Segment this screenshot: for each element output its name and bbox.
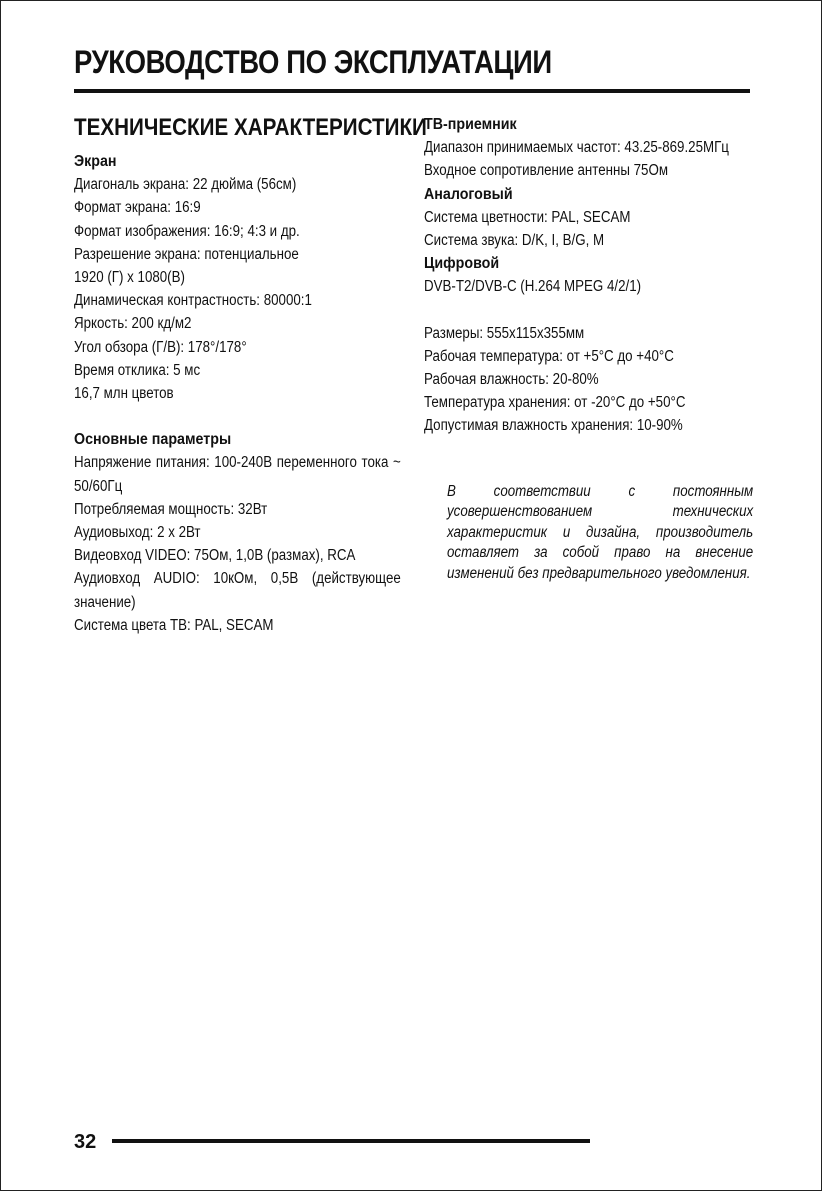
spec-line: Видеовход VIDEO: 75Ом, 1,0В (размах), RCA	[74, 547, 356, 565]
spec-line: DVB-T2/DVB-C (H.264 MPEG 4/2/1)	[424, 278, 642, 296]
spec-line: Диагональ экрана: 22 дюйма (56см)	[74, 176, 297, 194]
page-title: РУКОВОДСТВО ПО ЭКСПЛУАТАЦИИ	[74, 44, 552, 80]
tv-receiver-heading: ТВ-приемник	[424, 116, 517, 133]
spec-line: Система цвета ТВ: PAL, SECAM	[74, 616, 274, 634]
title-rule	[74, 89, 750, 93]
spec-line: Рабочая влажность: 20-80%	[424, 371, 599, 389]
spec-line: Диапазон принимаемых частот: 43.25-869.25МГц	[424, 139, 729, 157]
spec-line: Допустимая влажность хранения: 10-90%	[424, 417, 683, 435]
spec-line: Размеры: 555х115х355мм	[424, 324, 585, 342]
spec-line: Температура хранения: от -20°С до +50°С	[424, 394, 686, 412]
spec-line: Время отклика: 5 мс	[74, 361, 201, 379]
footer-rule	[112, 1139, 590, 1143]
spec-line: 16,7 млн цветов	[74, 385, 174, 403]
left-column	[74, 113, 427, 637]
spec-line: Рабочая температура: от +5°С до +40°С	[424, 347, 674, 365]
spec-line: Потребляемая мощность: 32Вт	[74, 500, 268, 518]
notice-text: В соответствии с постоянным усовершенствованием технических характеристик и дизайна, производитель оставляет за собой право на внесение изменений без предварительного уведомления.	[447, 482, 754, 582]
spec-line: 1920 (Г) х 1080(В)	[74, 269, 185, 287]
spec-line: Формат экрана: 16:9	[74, 199, 201, 217]
spec-line: Напряжение питания: 100-240В переменного тока ~ 50/60Гц	[74, 454, 401, 495]
right-column	[424, 113, 754, 584]
spec-line: Динамическая контрастность: 80000:1	[74, 292, 312, 310]
main-params-heading: Основные параметры	[74, 431, 232, 449]
spec-line: Угол обзора (Г/В): 178°/178°	[74, 338, 247, 356]
spec-line: Формат изображения: 16:9; 4:3 и др.	[74, 222, 300, 240]
spec-line: Входное сопротивление антенны 75Ом	[424, 162, 668, 180]
spec-line: Разрешение экрана: потенциальное	[74, 245, 299, 263]
digital-heading: Цифровой	[424, 255, 500, 273]
section-title: ТЕХНИЧЕСКИЕ ХАРАКТЕРИСТИКИ	[74, 114, 427, 141]
spec-line: Система цветности: PAL, SECAM	[424, 208, 631, 226]
spec-line: Аудиовыход: 2 х 2Вт	[74, 524, 201, 542]
analog-heading: Аналоговый	[424, 185, 513, 203]
spec-line: Яркость: 200 кд/м2	[74, 315, 192, 333]
spec-line: Аудиовход AUDIO: 10кОм, 0,5В (действующее значение)	[74, 570, 401, 611]
screen-heading: Экран	[74, 153, 117, 170]
page-number: 32	[74, 1131, 97, 1153]
spec-line: Система звука: D/K, I, B/G, M	[424, 232, 605, 250]
